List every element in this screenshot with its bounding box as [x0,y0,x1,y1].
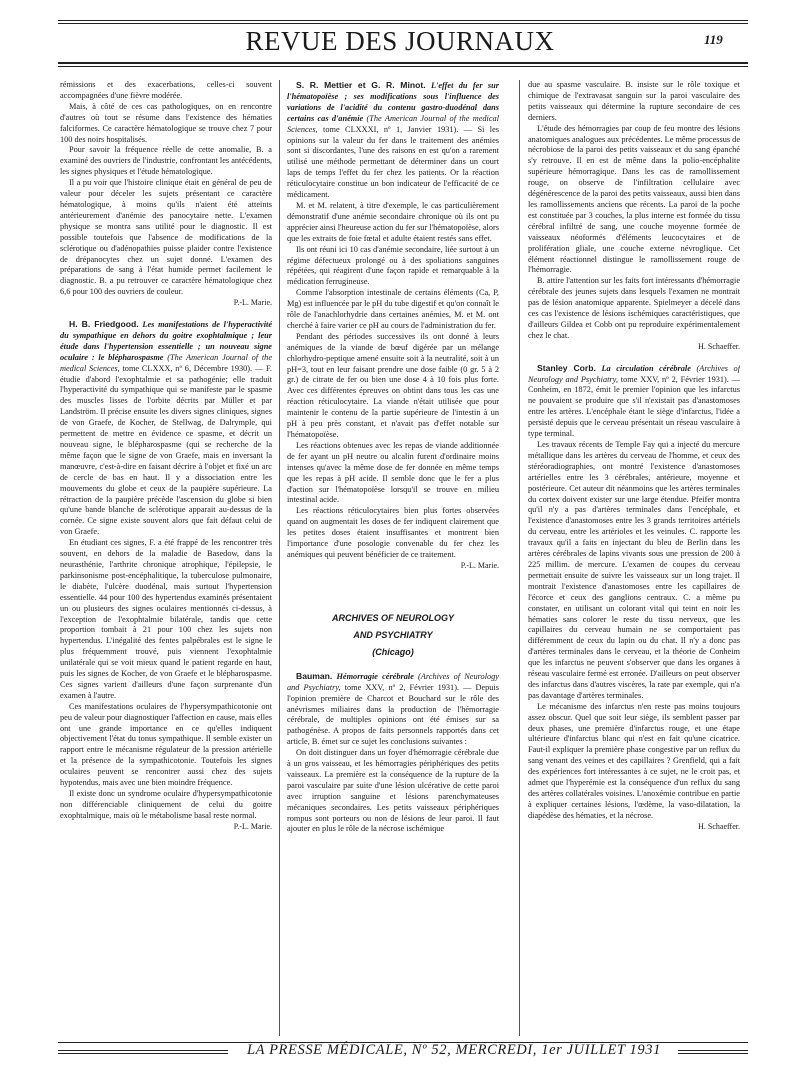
column-right [528,80,740,1038]
section-title-line: ARCHIVES OF NEUROLOGY [331,612,454,623]
author-signature: P.-L. Marie. [233,298,272,308]
paragraph: Mais, à côté de ces cas pathologiques, on en rencontre d'autres où tout se résume dans l'existence des hématies falciformes. Ce caractère hématologique se trouve chez 7 pour 100 des noirs hospitalisés. [60,101,272,144]
article-heading [287,671,499,748]
article-title: Les manifestations de l'hyperactivité du sympathique en dehors du goitre exophtalmique ; leur étude dans l'hypertension essentielle ; un nouveau signe oculaire : le blépharospasme [60,320,272,362]
paragraph: rémissions et des exacerbations, celles-ci souvent accompagnées d'une fièvre modérée. [60,80,272,100]
article-heading [287,80,499,201]
article-lead: tome XXV, nº 2, Février 1931). — Depuis l'opinion première de Charcot et Bouchard sur le rôle des anévrismes miliaires dans la production de l'hémorragie cérébrale, de multiples opinions ont été émises sur sa pathogénèse. A propos de faits personnels rapportés dans cet article, B. émet sur ce sujet les conclusions suivantes : [287,682,499,747]
article-title: Hémorragie cérébrale [336,671,414,681]
article-title: La circulation cérébrale [601,363,691,373]
article-heading [60,319,272,538]
author-signature: H. Schaeffer. [698,821,740,831]
header-rule [58,66,748,67]
author-signature: H. Schaeffer. [698,341,740,351]
column-left [60,80,272,1038]
header-rule [58,62,748,64]
paragraph: Pour savoir la fréquence réelle de cette anomalie, B. a examiné des ouvriers de l'industrie, confrontant les antécédents, les signes physiques et l'étude hématologique. [60,145,272,177]
article-lead: tome XXV, nº 2, Février 1931). — Conheim, en 1872, émit le premier l'opinion que les infarctus ne pouvaient se produire que s'il n'existait pas d'anastomoses entre les artères. L'encéphale étant le siège d'infarctus, l'idée a persisté depuis que le cerveau présentait un réseau vasculaire à type terminal. [528,374,740,439]
paragraph: Le mécanisme des infarctus n'en reste pas moins toujours assez obscur. Quel que soit leur siège, ils semblent passer par deux phases, une première d'infarctus rouge, et une étape ultérieure d'infarctus blanc qui n'est en fait qu'une cicatrice. Faut-il expliquer la première phase congestive par un reflux du sang venant des veines et des capillaires ? Grenfield, qui a fait des expériences fort intéressantes à ce sujet, ne le croit pas, et admet que l'hyperémie est la conséquence d'un reflux du sang des artères collatérales voisines. L'anoxémie contribue en partie à expliquer certaines lésions, l'œdème, la vaso-dilatation, la diapédèse des hématies, et la nécrose. [528,701,740,820]
paragraph: Il a pu voir que l'histoire clinique était en général de peu de valeur pour déceler les sujets présentant ce caractère hématologique, à moins qu'ils n'aient été atteints antérieurement d'anémie des panocytaire nette. L'examen physique se montra sans utilité pour le diagnostic. Il est possible toutefois que l'absence de modifications de la sclérotique ou d'adénopathies puisse plaider contre l'existence de drépanocytes chez un sujet donné. L'examen des préparations de sang à l'état humide permet facilement le diagnostic. B. a pu retrouver ce caractère hématologique chez 6,6 pour 100 des ouvriers de couleur. [60,178,272,297]
section-city: (Chicago) [372,646,414,657]
paragraph: Les travaux récents de Temple Fay qui a injecté du mercure métallique dans les artères du cerveau de l'homme, et ceux des stéréoradiographies, ont montré l'existence d'anastomoses artérielles entre les 3 cérébrales, antérieure, moyenne et postérieure. Cet auteur dit néanmoins que les artères terminales du cortex doivent exister sur une large étendue. Pfeifer montra qu'il n'y a pas d'artères terminales dans l'encéphale, et l'existence d'anastomoses entre les 3 grands territoires artériels du cerveau, entre les artérioles et les veinules. C. rapporte les travaux qu'il a faits en injectant du bleu de Berlin dans les artères cérébrales de lapins vivants sous une pression de 200 à 225 millim. de mercure. L'examen de coupes du cerveau permettait ensuite de suivre les vaisseaux sur un long trajet. Il montrait l'existence d'anastomoses entre les capillaires de l'écorce et ceux des ganglions centraux. C. a même pu constater, en utilisant un colorant vital qui teint en noir les hématies sans colorer le reste du tissu nerveux, que les capillaires du cerveau humain ne se comportaient pas différemment de ceux du lapin ou du chat. Il n'y a donc pas d'artères terminales dans le cerveau, et la théorie de Conheim que les infarctus ne peuvent s'observer que dans les organes à réseau vasculaire fermé est erronée. D'ailleurs on peut observer des infarctus dans d'autres viscères, la rate par exemple, qui n'a pas davantage d'artères terminales. [528,440,740,700]
paragraph: Les réactions obtenues avec les repas de viande additionnée de fer ayant un pH neutre ou alcalin furent d'ordinaire moins intenses qu'avec la même dose de fer donnée en même temps que les repas à pH acide. Il semble donc que le fer a plus d'action sur l'hématopoïèse lorsqu'il se trouve en milieu intestinal acide. [287,440,499,505]
header-rule [58,20,748,21]
article-source: (The American Journal of the medical Sciences, [287,113,499,134]
paragraph: Il existe donc un syndrome oculaire d'hypersympathicotonie non différenciable cliniquement de celui du goitre exophtalmique, mais où le métabolisme basal reste normal. [60,789,272,820]
column-divider [519,80,520,1036]
running-footer: LA PRESSE MÉDICALE, Nº 52, MERCREDI, 1er JUILLET 1931 [247,1042,661,1058]
paragraph: due au spasme vasculaire. B. insiste sur le rôle toxique et chimique de l'extravasat sanguin sur la paroi vasculaire des petits vaisseaux qui détermine la rupture secondaire de ces derniers. [528,80,740,122]
footer-rule [678,1050,748,1051]
paragraph: Pendant des périodes successives ils ont donné à leurs anémiques de la viande de bœuf digérée par un mélange chlorhydro-peptique amené ensuite soit à la neutralité, soit à un pH=3, tout en leur faisant prendre une dose faible (0 gr. 5 à 2 gr.) de citrate de fer ou bien une dose 4 à 10 fois plus forte. Avec ces différentes épreuves on obtint dans tous les cas une réaction réticulocytaire. La viande n'était utilisée que pour maintenir le contenu de la partie supérieure de l'intestin à un pH à peu près constant, et n'avait pas d'effet notable sur l'hématopoïèse. [287,331,499,439]
paragraph: En étudiant ces signes, F. a été frappé de les rencontrer très souvent, en dehors de la maladie de Basedow, dans la neurasthénie, l'arthrite chronique atrophique, l'épilepsie, le parkinsonisme post-encéphalitique, la tuberculose pulmonaire, le diabète, l'ulcère duodénal, mais surtout l'hypertension essentielle. 44 pour 100 des hypertendus examinés présentaient un ou plusieurs des signes oculaires mentionnés ci-dessus, à l'exception de l'exophtalmie bilatérale, tandis que cette proportion tombait à 21 pour 100 chez les sujets non hypertendus. L'inégalité des fentes palpébrales est le signe le plus fréquemment trouvé, puis viennent l'exophtalmie unilatérale qui se voit mieux quand le patient regarde en haut, puis les signes de Kocher, de von Graefe et le blépharospasme. Ces signes varient d'ailleurs d'une façon surprenante d'un examen à l'autre. [60,538,272,700]
author-signature: P.-L. Marie. [460,560,499,570]
footer-rule [58,1050,228,1051]
column-middle [287,80,499,1038]
footer-rule [58,1053,228,1054]
author-signature: P.-L. Marie. [233,821,272,831]
article-heading [528,363,740,440]
paragraph: Ils ont réuni ici 10 cas d'anémie secondaire, liée surtout à un régime défectueux prolongé ou à des spoliations sanguines répétées, qui réagirent d'une façon rapide et remarquable à la médication ferrugineuse. [287,244,499,287]
article-author: Stanley Corb. [537,362,596,373]
paragraph: On doit distinguer dans un foyer d'hémorragie cérébrale due à un gros vaisseau, et les hémorragies périphériques des petits vaisseaux. La première est la conséquence de la rupture de la paroi vasculaire par suite d'une lésion ulcérative de cette paroi avec irruption sanguine et lésions parenchymateuses mécaniques secondaires. Les petits vaisseaux périphériques rompus sont porteurs ou non de lésions de leur paroi. Il faut ajouter en plus le rôle de la nécrose ischémique [287,748,499,834]
article-lead: tome CLXXX, nº 6, Décembre 1930). — F. étudie d'abord l'exophtalmie et sa pathogénie; elle traduit l'hyperactivité du sympathique qui se manifeste par le spasme des muscles lisses de l'orbite décrits par Müller et par Landström. Il précise ensuite les divers signes cliniques, signes de von Graefe, de Kocher, de Stellwag, de Dalrymple, qui permettent de mettre en évidence ce spasme, et décrit un nouveau signe, le blépharospasme (qui se recherche de la même façon que le signe de von Graefe, mais en inversant la manœuvre, c'est-à-dire en faisant décrire à l'objet et fixé un arc de cercle de bas en haut. Il y a dissociation entre les mouvements du globe et ceux de la paupière supérieure. La rétraction de la paupière précède l'ascension du globe si bien qu'une bande blanche de sclérotique apparait au-dessus de la cornée. Ce signe existe souvent alors que fait défaut celui de von Graefe. [60,363,272,537]
journal-section-heading [287,610,499,661]
article-author: Bauman. [296,670,333,681]
running-header-title: REVUE DES JOURNAUX [245,26,555,56]
paragraph: B. attire l'attention sur les faits fort intéressants d'hémorragie cérébrale des jeunes sujets dans lesquels l'examen ne montrait pas de lésion anatomique apparente. Spielmeyer a décelé dans ces cas l'existence de lésions ischémiques caractéristiques, que d'ailleurs Gildea et Cobb ont pu reproduire expérimentalement chez le chat. [528,276,740,340]
paragraph: Les réactions réticulocytaires bien plus fortes observées quand on augmentait les doses de fer indiquent clairement que les petites doses étaient insuffisantes et montrent bien l'importance d'une posologie convenable du fer chez les anémiques qui peuvent bénéficier de ce traitement. [287,506,499,559]
header-rule [58,23,748,24]
article-source: (The American Journal of the medical Sciences, [60,352,272,373]
paragraph: M. et M. relatent, à titre d'exemple, le cas particulièrement démonstratif d'une anémie secondaire chronique où ils ont pu apprécier ainsi l'heureuse action du fer sur l'hématopoïèse, alors que les extraits de foie fœtal et adulte étaient restés sans effet. [287,200,499,243]
paragraph: L'étude des hémorragies par coup de feu montre des lésions anatomiques analogues aux précédentes. Le même processus de nécrobiose de la paroi des petits vaisseaux et du sang épanché s'y retrouve. Il en est de même dans la polio-encéphalite supérieure hémorragique. Dans les cas de ramollissement rouge, on observe de l'infiltration cellulaire avec dégénérescence de la paroi des petits vaisseaux, aussi bien dans les ramollissements anciens que récents. La paroi de la poche est constituée par 3 couches, la plus interne est formée du tissu cérébral infiltré de sang, une couche moyenne formée de vaisseaux néoformés d'éléments leucocytaires et de prolifération gliale, une couche externe névroglique. Cet élément réactionnel distingue le ramollissement rouge de l'hémorragie. [528,123,740,275]
article-author: S. R. Mettier et G. R. Minot. [296,80,426,90]
page-number: 119 [704,32,723,47]
column-divider [279,80,280,1036]
article-title: L'effet du fer sur l'hématopoïèse ; ses modifications sous l'influence des variations de l'acidité du contenu gastro-duodénal dans certains cas d'anémie [287,81,499,123]
article-source: (Archives of Neurology and Psychiatry, [528,363,740,384]
paragraph: Ces manifestations oculaires de l'hypersympathicotonie ont peu de valeur pour diagnostiquer l'affection en cause, mais elles ont une grande importance en ce qu'elles indiquent objectivement l'état du tonus sympathique. Il semble exister un rapport entre le mécanisme régulateur de la pression artérielle et la présence de la sympathicotonie. Toutefois les signes oculaires peuvent se rencontrer aussi chez des sujets hypotendus, mais avec une bien moindre fréquence. [60,701,272,788]
section-title-line: AND PSYCHIATRY [353,629,433,640]
article-lead: tome CLXXXI, nº 1, Janvier 1931). — Si les opinions sur la valeur du fer dans le traitement des anémies sont si discordantes, l'une des raisons en est qu'on a rarement utilisé une méthode permettant de déterminer dans un court laps de temps l'effet du fer chez les patients. Or la réaction réticulocytaire constitue un bon indicateur de l'efficacité de ce médicament. [287,124,499,200]
article-source: (Archives of Neurology and Psychiatry, [287,671,499,692]
paragraph: Comme l'absorption intestinale de certains éléments (Ca, P, Mg) est influencée par le pH du tube digestif et qu'on connaît le rôle de l'anachlorhydrie dans certaines anémies, M. et M. ont cherché à faire varier ce pH au cours de l'administration du fer. [287,288,499,330]
footer-rule [678,1053,748,1054]
article-author: H. B. Friedgood. [69,319,139,330]
